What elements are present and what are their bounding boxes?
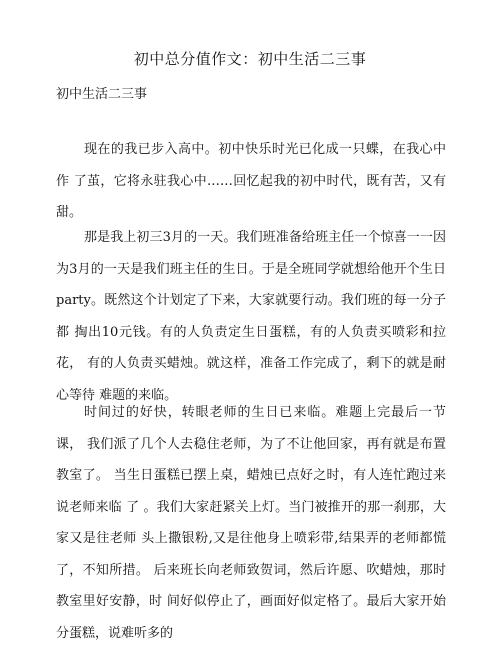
paragraph: 那是我上初三3月的一天。我们班准备给班主任一个惊喜一一因 为3月的一天是我们班主任的生日。于是全班同学就想给他开个生日 party。既然这个计划定了下来，大家就要行动。我们班的每一分子都 掏出10元钱。有的人负责定生日蛋糕，有的人负责买喷彩和拉花， 有的人负责买蜡烛。就这样，准备工作完成了，剩下的就是耐心等待 难题的来临。 <box>56 230 446 403</box>
paragraph: 现在的我已步入高中。初中快乐时光已化成一只蝶，在我心中作 了茧，它将永驻我心中……回忆起我的初中时代，既有苦，又有甜。 <box>56 142 446 220</box>
document-title: 初中总分值作文：初中生活二三事 <box>133 50 367 68</box>
document-subtitle: 初中生活二三事 <box>56 87 148 102</box>
paragraph: 时间过的好快，转眼老师的生日已来临。难题上完最后一节课， 我们派了几个人去稳住老师，为了不让他回家，再有就是布置教室了。 当生日蛋糕已摆上桌，蜡烛已点好之时，有人连忙跑过来说老师来临 了 。我们大家赶紧关上灯。当门被推开的那一刹那，大家又是往老师 头上撒银粉,又是往他身上喷彩带,结果弄的老师都慌了，不知所措。 后来班长向老师致贺词，然后许愿、吹蜡烛，那时教室里好安静，时 间好似停止了，画面好似定格了。最后大家开始分蛋糕，说难听多的 <box>56 405 446 641</box>
